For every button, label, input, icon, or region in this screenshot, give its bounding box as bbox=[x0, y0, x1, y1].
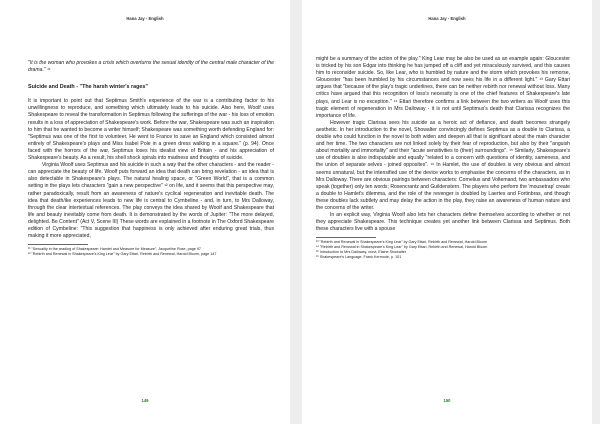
page-number: 149 bbox=[141, 398, 149, 403]
left-page bbox=[0, 0, 290, 424]
intro-quote: "It is the woman who provokes a crisis which overturns the sexual identity of the central male character of the drama." ¹¹ bbox=[28, 60, 274, 74]
paragraph: In an explicit way, Virginia Woolf also lets her characters define themselves according to whether or not they appreciate Shakespeare. This technique creates yet another link between Clarissa and Septimus. Both these characters live with a spouse bbox=[316, 212, 570, 233]
paragraph: However tragic Clarissa sees his suicide as a heroic act of defiance, and death becomes strangely aesthetic. In her introduction to the novel, Showalter convincingly defines Septimus as a double to Clarissa, a double who could function in the novel to both widen and deepen all that is significant about the main character and her time. The two characters are not linked solely by their fear of reproduction, but also by their "anguish about mortality and immortality" and their "acute sensitivities to (their) surroundings". ¹⁵ Similarly, Shakespeare's use of doubles is also indisputable and equally "related to a concern with questions of identity, sameness, and the union of separate selves - joined opposites". ¹⁶ In Hamlet, the use of doubles is very obvious and almost seems unnatural, but the intensified use of the device works to emphasise the concerns of the characters, as in Mrs Dalloway. There are obvious pairings between characters: Cornelius and Voltemand, two ambassadors who speak (together) only ten words; Rosencrantz and Guildenstern. The players who perform the 'mousetrap' create a double to Hamlet's dilemma, and the role of the revenger is doubled by Laertes and Fortinbras, and though these doubles lack subtlety and may delay the action in the play, they raise an awareness of human nature and the concerns of the writer. bbox=[316, 119, 570, 211]
paragraph: Virginia Woolf uses Septimus and his suicide in such a way that the other characters - and the reader - can appreciate the beauty of life. Woolf puts forward an idea that death can bring revelation - an idea that is also detectable in Shakespeare's plays. The natural healing space, or "Green World", that is a common setting in the plays lets characters "gain a new perspective" ¹² on life, and it seems that this perspective may, rather paradoxically, result from an awareness of nature's cyclical regeneration and inevitable death. The idea that death/ike experiences leads to new life is central to Cymbeline - and, in turn, to Mrs Dalloway, through the clear intertextual references. The play conveys the idea shared by Woolf and Shakespeare that life and beauty inevitably come from death. It is demonstrated by the words of Jupiter: "The more delayed, delighted. Be Content" (Act V, Scene III) These words are explained in a footnote in The Oxford Shakespeare edition of Cymbeline: "This suggestion that happiness is only achieved after enduring great trials, thus making it more appreciated, bbox=[28, 162, 274, 240]
footnote: ¹¹ "Sexuality in the reading of Shakespeare: Hamlet and Measure for Measure", Jacqueline Rose, page 97 bbox=[28, 247, 201, 252]
running-header: Hana Jay - English bbox=[126, 16, 164, 21]
footnote: ¹⁶ Shakespeare's Language, Frank Kermode, p. 101 bbox=[316, 254, 402, 259]
footnote: ¹² "Rebirth and Renewal in Shakespeare's King Lear" by Gary Ettari, Rebirth and Renewal, Harold Bloom, page 147 bbox=[28, 251, 217, 256]
footnote: ¹⁴ "Rebirth and Renewal in Shakespeare's King Lear" by Gary Ettari, Rebirth and Renewal, Harold Bloom bbox=[316, 245, 488, 250]
footnote: ¹⁵ Introduction to Mrs Dalloway, xxxvi, Elaine Showalter bbox=[316, 249, 406, 254]
page-body bbox=[316, 56, 570, 260]
running-header: Hana Jay - English bbox=[428, 16, 466, 21]
page-body bbox=[28, 60, 274, 257]
section-heading: Suicide and Death - "The harsh winter's rages" bbox=[28, 84, 148, 91]
page-number: 150 bbox=[443, 398, 451, 403]
footnote-divider bbox=[28, 244, 88, 245]
right-page bbox=[302, 0, 592, 424]
paragraph: It is important to point out that Septimus Smith's experience of the war is a contributing factor to his unwillingness to reproduce, and something which ultimately leads to his suicide. Also here, Woolf uses Shakespeare to reveal the transformation in Septimus following the sufferings of the war - his loss of emotion results in a loss of appreciation of Shakespeare's work. Before the war, Shakespeare was such an inspiration to him that he wanted to become a writer himself; Shakespeare was something worth defending England for: "Septimus was one of the first to volunteer. He went to France to save an England which consisted almost entirely of Shakespeare's plays and Miss Isabel Pole in a green dress walking in a square." (p. 94). Once faced with the horrors of the war, Septimus loses his idealist view of Britain - and his appreciation of Shakespeare's beauty. As a result, his shell shock spirals into madness and thoughts of suicide. bbox=[28, 98, 274, 162]
paragraph: might be a summary of the action of the play." King Lear may be also be used as an example again: Gloucester is tricked by his son Edgar into thinking he has jumped off a cliff and yet miraculously survived, and this causes him to reconsider suicide. So, like Lear, who is humbled by nature and the storm which provokes his remorse, Gloucester "has been humbled by his circumstances and now sees his life in a different light." ¹³ Gary Ettari argues that "because of the play's tragic underlines, there can be neither rebirth nor renewal without loss. Many critics have argued that this recognition of loss's necessity is one of the chief features of Shakespeare's late plays, and Lear is no exception." ¹⁴ Ettari therefore confirms a link between the two writers as Woolf uses this tragic element of regeneration in Mrs Dalloway - it is not until Septimus's death that Clarissa recognizes the importance of life. bbox=[316, 56, 570, 119]
footnote-divider bbox=[316, 237, 376, 238]
footnote: ¹³ "Rebirth and Renewal in Shakespeare's King Lear" by Gary Ettari, Rebirth and Renewal, Harold Bloom bbox=[316, 240, 487, 245]
